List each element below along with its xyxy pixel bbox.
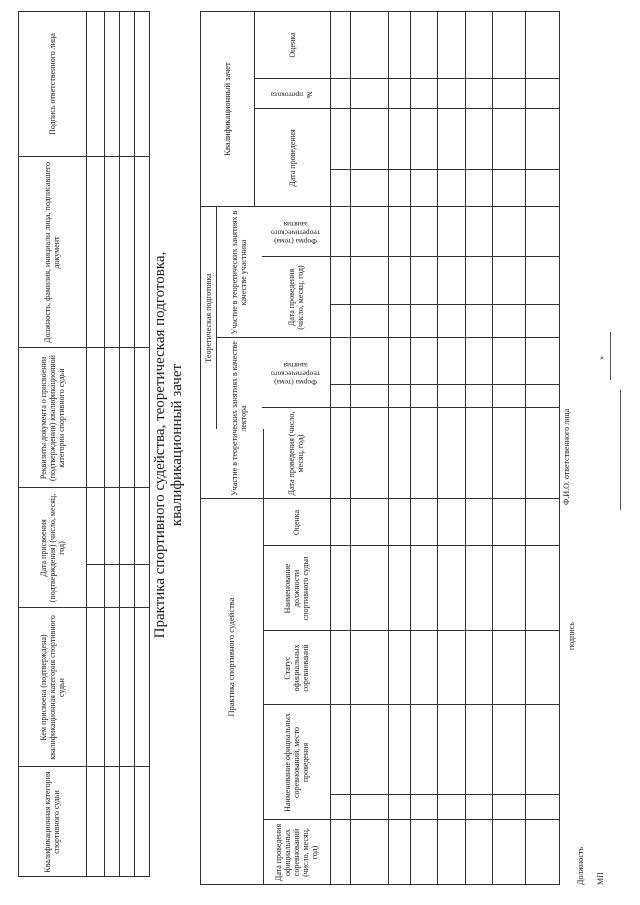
date-quote: »: [597, 356, 606, 360]
group-practice-label: Практика спортивного судейства: [226, 597, 236, 717]
group-qual-label: Квалификационный зачет: [221, 62, 232, 156]
col-assigned-by-label: Кем присвоена (подтверждена) квалификационная категория спортивного судьи: [38, 615, 66, 760]
section-title: [152, 135, 188, 755]
group-theory-label: Теоретическая подготовка: [203, 273, 213, 363]
col-practice-status-label: Статус официальных соревнований: [283, 644, 310, 692]
col-practice-grade-label: Оценка: [292, 509, 301, 536]
theory-lecturer-header: [216, 338, 262, 499]
theory-lecturer-label: Участие в теоретических занятиях в качестве лектора: [230, 341, 248, 496]
col-lecturer-date: [262, 408, 330, 499]
col-qual-date: [254, 109, 330, 207]
col-qual-date-label: Дата проведения: [287, 129, 297, 187]
col-practice-name-label: Наименование официальных соревнований, место проведения: [283, 713, 310, 812]
stamp-label: МП: [596, 872, 605, 885]
theory-participant-header: [216, 207, 262, 338]
col-participant-form-label: Форма (тема) теоретического занятия: [271, 219, 321, 246]
date-line: [610, 332, 611, 380]
col-practice-date-label: Дата проведения официальных соревнований (число, месяц, год): [274, 823, 319, 882]
col-practice-status: [263, 631, 330, 705]
col-signer-label: Должность, фамилия, инициалы лица, подписавшего документ: [43, 161, 61, 344]
col-participant-date: [262, 257, 330, 338]
col-signer: [18, 157, 86, 348]
col-qual-category-label: Квалификационная категория спортивного судьи: [43, 771, 61, 873]
col-lecturer-form-label: Форма (тема) теоретического занятия: [271, 360, 321, 387]
position-label: Должность: [576, 846, 585, 885]
col-practice-date: [263, 820, 330, 885]
col-lecturer-form: [262, 338, 330, 408]
col-qual-protocol: [254, 79, 330, 109]
col-doc-details: [18, 348, 86, 488]
col-qual-category: [18, 767, 86, 877]
group-theory: [200, 207, 216, 429]
col-practice-name: [263, 705, 330, 820]
col-signature-label: Подпись ответственного лица: [47, 33, 57, 135]
responsible-name-label: Ф.И.О. ответственного лица: [562, 408, 571, 505]
col-doc-details-label: Реквизиты документа о присвоении (подтверждении) квалификационной категории спортивного судьи: [38, 355, 66, 481]
section-title-line2: квалификационный зачет: [169, 363, 185, 527]
col-assign-date: [18, 488, 86, 608]
col-lecturer-date-label: Дата проведения (число, месяц, год): [287, 411, 305, 496]
col-practice-position-label: Наименование должности спортивного судьи: [283, 556, 310, 621]
col-participant-form: [262, 207, 330, 257]
name-line: [620, 390, 621, 510]
col-qual-grade: [254, 11, 330, 79]
signature-label: подпись: [567, 622, 576, 650]
col-qual-protocol-label: № протокола: [270, 90, 314, 100]
col-assigned-by: [18, 608, 86, 767]
col-signature: [18, 11, 86, 157]
col-qual-grade-label: Оценка: [287, 32, 297, 58]
col-practice-grade: [263, 499, 330, 546]
col-participant-date-label: Дата проведения (число, месяц, год): [287, 265, 305, 330]
col-assign-date-label: Дата присвоения (подтверждения) (число, месяц, год): [38, 493, 66, 603]
theory-participant-label: Участие в теоретических занятиях в качестве участника: [230, 210, 248, 335]
col-practice-position: [263, 546, 330, 631]
section-title-line1: Практика спортивного судейства, теоретическая подготовка,: [152, 251, 168, 639]
group-qual: [200, 11, 254, 207]
